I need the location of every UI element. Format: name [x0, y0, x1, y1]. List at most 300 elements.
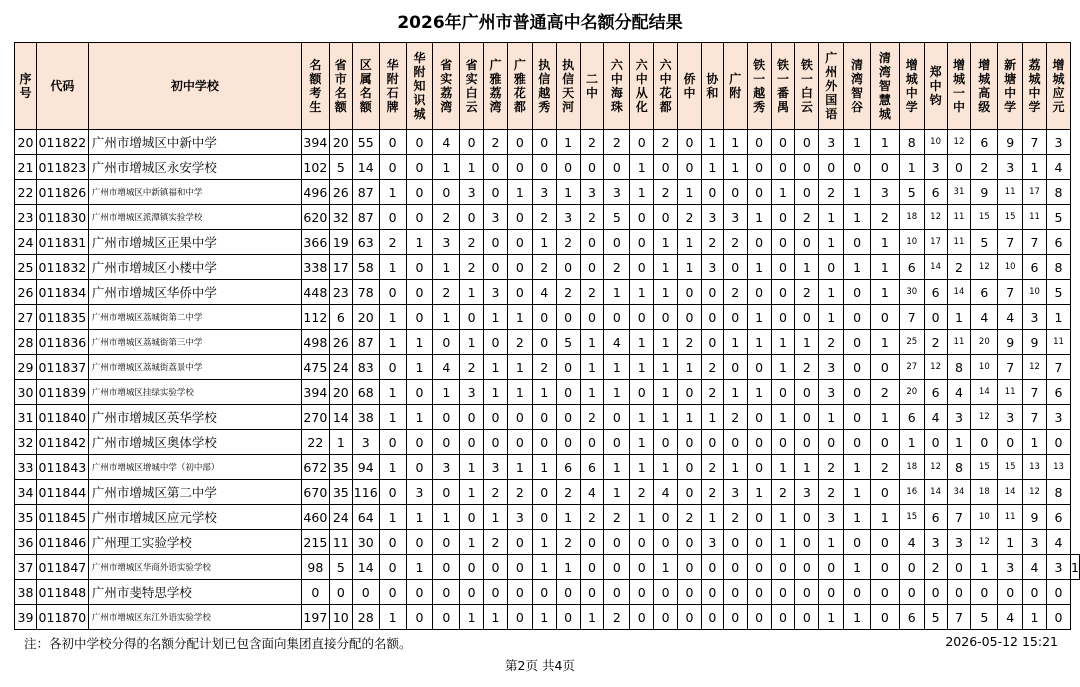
quota-cell: 0: [484, 330, 508, 355]
quota-cell: 0: [556, 155, 580, 180]
quota-cell: 1: [654, 330, 678, 355]
quota-cell: 0: [924, 580, 947, 605]
quota-cell: 0: [630, 605, 654, 630]
quota-cell: 0: [870, 305, 899, 330]
school-name: 广州市增城区华侨中学: [88, 280, 301, 305]
quota-cell: 1: [819, 530, 844, 555]
quota-cell: 14: [352, 555, 379, 580]
quota-cell: 23: [329, 280, 352, 305]
quota-cell: 1: [971, 555, 998, 580]
quota-cell: 3: [870, 180, 899, 205]
quota-cell: 0: [771, 130, 795, 155]
quota-cell: 1: [630, 405, 654, 430]
column-header: 执信天河: [556, 43, 580, 130]
quota-cell: 1: [844, 555, 871, 580]
quota-cell: 116: [352, 480, 379, 505]
quota-cell: 0: [556, 405, 580, 430]
row-number: 26: [15, 280, 37, 305]
column-header: 华附石牌: [379, 43, 406, 130]
quota-cell: 0: [654, 305, 678, 330]
quota-cell: 11: [1046, 330, 1070, 355]
quota-cell: 3: [433, 230, 460, 255]
quota-cell: 0: [747, 530, 771, 555]
quota-cell: 0: [556, 355, 580, 380]
quota-cell: 2: [654, 180, 678, 205]
quota-cell: 1: [484, 355, 508, 380]
school-name: 广州市斐特思学校: [88, 580, 301, 605]
quota-cell: 1: [771, 530, 795, 555]
quota-cell: 1: [771, 455, 795, 480]
quota-cell: 24: [329, 505, 352, 530]
table-row: [15, 305, 1080, 330]
table-row: [15, 405, 1080, 430]
quota-cell: 1: [556, 130, 580, 155]
quota-cell: 94: [352, 455, 379, 480]
quota-cell: 2: [484, 480, 508, 505]
row-number: 25: [15, 255, 37, 280]
table-header-row: [15, 43, 1080, 130]
quota-cell: 338: [301, 255, 329, 280]
quota-cell: 0: [701, 180, 723, 205]
quota-cell: 2: [924, 330, 947, 355]
quota-cell: 0: [795, 580, 819, 605]
quota-cell: 1: [630, 155, 654, 180]
row-number: 33: [15, 455, 37, 480]
quota-cell: 12: [947, 130, 971, 155]
quota-cell: 0: [723, 305, 747, 330]
quota-cell: 1: [947, 430, 971, 455]
column-header: 执信越秀: [532, 43, 556, 130]
quota-cell: 2: [795, 280, 819, 305]
quota-cell: 14: [998, 480, 1023, 505]
column-header: 铁一越秀: [747, 43, 771, 130]
column-header: 广州外国语: [819, 43, 844, 130]
table-row: [15, 480, 1080, 505]
quota-cell: 5: [556, 330, 580, 355]
quota-cell: 1: [630, 280, 654, 305]
quota-cell: 1: [819, 605, 844, 630]
quota-cell: 0: [484, 555, 508, 580]
quota-cell: 2: [870, 455, 899, 480]
quota-cell: 1: [630, 180, 654, 205]
quota-cell: 7: [1046, 355, 1070, 380]
quota-cell: 0: [870, 605, 899, 630]
quota-cell: 0: [630, 205, 654, 230]
school-code: 011832: [36, 255, 88, 280]
quota-cell: 35: [329, 455, 352, 480]
quota-cell: 1: [998, 530, 1023, 555]
quota-cell: 1: [723, 130, 747, 155]
quota-cell: 9: [998, 330, 1023, 355]
quota-cell: 38: [352, 405, 379, 430]
quota-cell: 4: [947, 380, 971, 405]
quota-cell: 1: [870, 330, 899, 355]
quota-cell: 2: [795, 355, 819, 380]
quota-cell: 2: [556, 230, 580, 255]
quota-cell: 0: [747, 505, 771, 530]
quota-cell: 0: [406, 455, 433, 480]
quota-cell: 0: [352, 580, 379, 605]
quota-cell: 0: [484, 430, 508, 455]
school-code: 011831: [36, 230, 88, 255]
quota-cell: 2: [723, 505, 747, 530]
quota-cell: 1: [899, 155, 924, 180]
quota-cell: 0: [701, 605, 723, 630]
quota-cell: 1: [678, 230, 702, 255]
column-header: 协和: [701, 43, 723, 130]
quota-cell: 1: [1046, 305, 1070, 330]
page-title: 2026年广州市普通高中名额分配结果: [397, 13, 683, 33]
quota-cell: 0: [701, 330, 723, 355]
quota-cell: 1: [844, 505, 871, 530]
quota-cell: 26: [329, 180, 352, 205]
quota-cell: 0: [580, 530, 604, 555]
quota-cell: 1: [460, 330, 484, 355]
quota-cell: 20: [329, 380, 352, 405]
quota-cell: 0: [678, 380, 702, 405]
quota-cell: 0: [678, 480, 702, 505]
quota-cell: 0: [433, 180, 460, 205]
quota-cell: 2: [580, 130, 604, 155]
quota-cell: 55: [352, 130, 379, 155]
quota-cell: 83: [352, 355, 379, 380]
school-name: 广州市增城区英华学校: [88, 405, 301, 430]
quota-cell: 1: [870, 280, 899, 305]
quota-cell: 5: [971, 605, 998, 630]
table-row: [15, 280, 1080, 305]
quota-cell: 3: [484, 455, 508, 480]
quota-cell: 1: [379, 455, 406, 480]
row-number: 27: [15, 305, 37, 330]
quota-cell: 10: [899, 230, 924, 255]
quota-cell: 670: [301, 480, 329, 505]
quota-cell: 2: [507, 330, 532, 355]
quota-cell: 78: [352, 280, 379, 305]
column-header: 新塘中学: [998, 43, 1023, 130]
table-row: [15, 605, 1080, 630]
quota-cell: 2: [556, 530, 580, 555]
quota-cell: 1: [406, 355, 433, 380]
quota-cell: 10: [329, 605, 352, 630]
quota-cell: 2: [723, 230, 747, 255]
quota-cell: 0: [433, 580, 460, 605]
column-header: 铁一白云: [795, 43, 819, 130]
quota-cell: 14: [924, 255, 947, 280]
quota-cell: 0: [484, 405, 508, 430]
quota-cell: 1: [771, 405, 795, 430]
quota-cell: 3: [795, 480, 819, 505]
quota-cell: 12: [924, 455, 947, 480]
quota-cell: 0: [406, 280, 433, 305]
quota-cell: 2: [556, 280, 580, 305]
quota-cell: 1: [379, 255, 406, 280]
quota-cell: 0: [1023, 580, 1047, 605]
quota-cell: 2: [433, 280, 460, 305]
quota-cell: 3: [924, 155, 947, 180]
quota-cell: 0: [556, 605, 580, 630]
quota-cell: 0: [379, 205, 406, 230]
quota-cell: 6: [1023, 255, 1047, 280]
quota-cell: 0: [630, 580, 654, 605]
column-header: 增城高级: [971, 43, 998, 130]
quota-cell: 0: [771, 255, 795, 280]
quota-cell: 1: [701, 130, 723, 155]
row-number: 36: [15, 530, 37, 555]
quota-cell: 1: [654, 255, 678, 280]
quota-cell: 1: [406, 405, 433, 430]
quota-cell: 5: [899, 180, 924, 205]
quota-cell: 3: [1046, 555, 1070, 580]
quota-cell: 1: [532, 530, 556, 555]
quota-cell: 0: [484, 180, 508, 205]
quota-cell: 2: [947, 255, 971, 280]
school-code: 011870: [36, 605, 88, 630]
quota-cell: 3: [998, 555, 1023, 580]
quota-cell: 0: [379, 430, 406, 455]
quota-cell: 15: [971, 205, 998, 230]
quota-cell: 0: [795, 305, 819, 330]
quota-cell: 1: [460, 530, 484, 555]
quota-cell: 0: [844, 405, 871, 430]
quota-cell: 0: [406, 605, 433, 630]
school-code: 011834: [36, 280, 88, 305]
column-header: 清湾智谷: [844, 43, 871, 130]
quota-cell: 30: [352, 530, 379, 555]
quota-cell: 11: [998, 180, 1023, 205]
quota-cell: 1: [747, 330, 771, 355]
quota-cell: 1: [870, 505, 899, 530]
quota-cell: 0: [654, 580, 678, 605]
quota-cell: 0: [771, 305, 795, 330]
quota-cell: 0: [819, 430, 844, 455]
quota-cell: 1: [507, 355, 532, 380]
quota-cell: 3: [580, 180, 604, 205]
quota-cell: 14: [329, 405, 352, 430]
quota-cell: 2: [971, 155, 998, 180]
school-name: 广州市增城区中新镇福和中学: [88, 180, 301, 205]
quota-cell: 2: [460, 255, 484, 280]
quota-cell: 5: [329, 555, 352, 580]
school-name: 广州市增城区荔城街第二中学: [88, 305, 301, 330]
quota-cell: 1: [406, 555, 433, 580]
quota-cell: 6: [924, 380, 947, 405]
quota-cell: 0: [747, 230, 771, 255]
quota-cell: 2: [723, 405, 747, 430]
row-number: 21: [15, 155, 37, 180]
quota-cell: 0: [604, 580, 630, 605]
quota-cell: 87: [352, 180, 379, 205]
quota-cell: 25: [899, 330, 924, 355]
quota-cell: 0: [630, 255, 654, 280]
quota-cell: 0: [1046, 605, 1070, 630]
quota-cell: 1: [723, 455, 747, 480]
quota-cell: 0: [580, 155, 604, 180]
quota-cell: 15: [998, 455, 1023, 480]
quota-cell: 2: [795, 205, 819, 230]
quota-cell: 7: [947, 505, 971, 530]
quota-cell: 4: [1046, 530, 1070, 555]
quota-cell: 1: [507, 305, 532, 330]
quota-cell: 0: [406, 530, 433, 555]
quota-cell: 0: [532, 155, 556, 180]
quota-cell: 0: [678, 305, 702, 330]
quota-cell: 1: [580, 605, 604, 630]
quota-cell: 0: [630, 230, 654, 255]
quota-cell: 1: [580, 355, 604, 380]
quota-cell: 3: [701, 255, 723, 280]
quota-cell: 0: [819, 555, 844, 580]
quota-cell: 0: [795, 130, 819, 155]
quota-cell: 1: [1023, 605, 1047, 630]
row-number: 35: [15, 505, 37, 530]
quota-cell: 0: [379, 530, 406, 555]
quota-cell: 7: [1023, 405, 1047, 430]
quota-cell: 1: [379, 605, 406, 630]
timestamp: 2026-05-12 15:21: [945, 634, 1058, 649]
quota-cell: 14: [971, 380, 998, 405]
school-code: 011836: [36, 330, 88, 355]
school-code: 011848: [36, 580, 88, 605]
quota-cell: 0: [406, 130, 433, 155]
quota-cell: 0: [460, 205, 484, 230]
quota-cell: 1: [844, 455, 871, 480]
quota-cell: 0: [630, 380, 654, 405]
quota-cell: 0: [747, 180, 771, 205]
quota-cell: 0: [771, 580, 795, 605]
quota-cell: 2: [604, 505, 630, 530]
quota-cell: 1: [870, 230, 899, 255]
quota-cell: 1: [654, 405, 678, 430]
quota-cell: 1: [379, 180, 406, 205]
quota-cell: 32: [329, 205, 352, 230]
quota-cell: 1: [819, 280, 844, 305]
quota-cell: 14: [924, 480, 947, 505]
quota-cell: 0: [580, 580, 604, 605]
quota-cell: 0: [556, 430, 580, 455]
quota-cell: 0: [406, 255, 433, 280]
quota-cell: 7: [947, 605, 971, 630]
quota-cell: 0: [406, 205, 433, 230]
quota-cell: 0: [460, 505, 484, 530]
quota-cell: 3: [1046, 130, 1070, 155]
quota-cell: 1: [604, 480, 630, 505]
quota-cell: 2: [460, 230, 484, 255]
quota-cell: 1: [701, 155, 723, 180]
quota-cell: 0: [747, 130, 771, 155]
quota-cell: 10: [971, 505, 998, 530]
quota-cell: 3: [998, 155, 1023, 180]
quota-cell: 0: [899, 555, 924, 580]
quota-cell: 1: [460, 480, 484, 505]
quota-cell: 31: [947, 180, 971, 205]
quota-cell: 3: [723, 480, 747, 505]
quota-cell: 3: [484, 205, 508, 230]
quota-cell: 0: [795, 380, 819, 405]
quota-cell: 8: [1046, 255, 1070, 280]
quota-cell: 3: [947, 405, 971, 430]
quota-cell: 0: [678, 555, 702, 580]
quota-cell: 0: [870, 580, 899, 605]
quota-cell: 1: [844, 605, 871, 630]
row-number: 32: [15, 430, 37, 455]
quota-cell: 1: [379, 405, 406, 430]
quota-cell: 0: [723, 580, 747, 605]
column-header: 序号: [15, 43, 37, 130]
quota-cell: 13: [1023, 455, 1047, 480]
quota-cell: 0: [460, 405, 484, 430]
quota-cell: 5: [1046, 280, 1070, 305]
quota-cell: 394: [301, 380, 329, 405]
column-header: 省市名额: [329, 43, 352, 130]
quota-cell: 0: [379, 355, 406, 380]
quota-cell: 1: [630, 355, 654, 380]
quota-cell: 6: [580, 455, 604, 480]
column-header: 广雅荔湾: [484, 43, 508, 130]
quota-cell: 0: [870, 530, 899, 555]
quota-cell: 0: [406, 305, 433, 330]
quota-cell: 2: [701, 230, 723, 255]
quota-cell: 1: [507, 380, 532, 405]
quota-cell: 0: [433, 480, 460, 505]
quota-cell: 0: [532, 330, 556, 355]
quota-cell: 0: [771, 555, 795, 580]
quota-cell: 0: [507, 555, 532, 580]
quota-cell: 0: [971, 580, 998, 605]
quota-cell: 1: [630, 455, 654, 480]
quota-cell: 1: [604, 280, 630, 305]
quota-cell: 2: [630, 480, 654, 505]
quota-cell: 2: [678, 205, 702, 230]
quota-cell: 0: [678, 130, 702, 155]
quota-cell: 1: [1071, 555, 1080, 580]
quota-cell: 6: [971, 280, 998, 305]
quota-cell: 0: [654, 430, 678, 455]
quota-cell: 0: [484, 155, 508, 180]
quota-cell: 4: [971, 305, 998, 330]
quota-cell: 0: [747, 580, 771, 605]
quota-cell: 87: [352, 330, 379, 355]
quota-cell: 1: [678, 255, 702, 280]
quota-cell: 0: [433, 430, 460, 455]
quota-cell: 1: [819, 205, 844, 230]
column-header: 二中: [580, 43, 604, 130]
quota-cell: 0: [899, 580, 924, 605]
school-code: 011830: [36, 205, 88, 230]
quota-cell: 28: [352, 605, 379, 630]
quota-cell: 7: [998, 355, 1023, 380]
quota-cell: 11: [329, 530, 352, 555]
quota-cell: 0: [870, 480, 899, 505]
quota-cell: 4: [924, 405, 947, 430]
quota-cell: 0: [678, 530, 702, 555]
quota-cell: 0: [433, 405, 460, 430]
quota-cell: 1: [870, 130, 899, 155]
quota-cell: 1: [844, 130, 871, 155]
quota-cell: 0: [747, 430, 771, 455]
quota-cell: 10: [924, 130, 947, 155]
quota-cell: 11: [998, 505, 1023, 530]
quota-cell: 87: [352, 205, 379, 230]
quota-cell: 0: [795, 180, 819, 205]
quota-cell: 0: [795, 230, 819, 255]
quota-cell: 4: [433, 355, 460, 380]
quota-cell: 0: [379, 155, 406, 180]
quota-cell: 0: [844, 230, 871, 255]
quota-cell: 98: [301, 555, 329, 580]
quota-cell: 7: [1023, 380, 1047, 405]
quota-cell: 460: [301, 505, 329, 530]
quota-cell: 0: [795, 405, 819, 430]
